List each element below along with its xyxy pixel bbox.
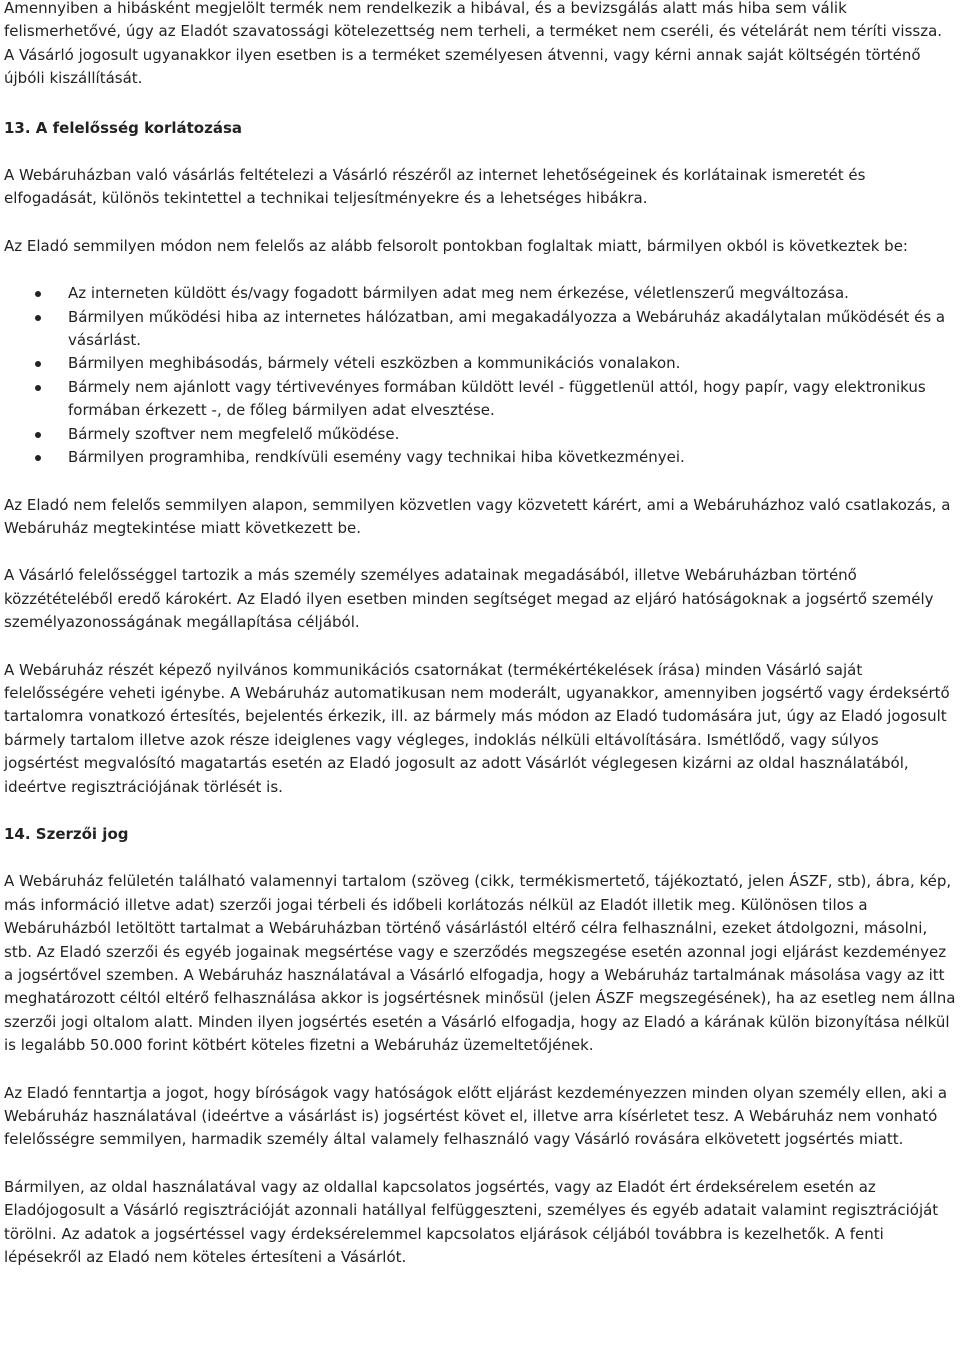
section-13-paragraph-5: A Webáruház részét képező nyilvános kommunikációs csatornákat (termékértékelések írása) minden Vásárló saját felelősségére veheti igénybe. A Webáruház automatikusan nem moderált, ugyanakkor, amennyiben jogsértő vagy érdeksértő tartalomra vonatkozó értesítés, bejelentés érkezik, ill. az bármely más módon az Eladó tudomására jut, úgy az Eladó jogosult bármely tartalom illetve azok része ideiglenes vagy végleges, indoklás nélküli eltávolítására. Ismétlődő, vagy súlyos jogsértést megvalósító magatartás esetén az Eladó jogosult az adott Vásárlót véglegesen kizárni az oldal használatából, ideértve regisztrációjának törlését is. xyxy=(4,660,950,796)
section-13-heading: 13. A felelősség korlátozása xyxy=(4,118,242,137)
section-14-heading: 14. Szerzői jog xyxy=(4,824,129,843)
list-item: Bármilyen programhiba, rendkívüli esemény vagy technikai hiba következményei. xyxy=(68,446,956,469)
section-13-paragraph-1: A Webáruházban való vásárlás feltételezi a Vásárló részéről az internet lehetőségeinek és korlátainak ismeretét és elfogadását, különös tekintettel a technikai teljesítményekre és a lehetséges hibákra. xyxy=(4,166,866,208)
section-13-paragraph-2: Az Eladó semmilyen módon nem felelős az alább felsorolt pontokban foglaltak miatt, bármilyen okból is következtek be: xyxy=(4,236,908,255)
list-item: Az interneten küldött és/vagy fogadott bármilyen adat meg nem érkezése, véletlenszerű megváltozása. xyxy=(68,282,956,305)
list-item: Bármilyen meghibásodás, bármely vételi eszközben a kommunikációs vonalakon. xyxy=(68,352,956,375)
section-13-paragraph-4: A Vásárló felelősséggel tartozik a más személy személyes adatainak megadásából, illetve Webáruházban történő közzétételéből eredő károkért. Az Eladó ilyen esetben minden segítséget megad az eljáró hatóságoknak a jogsértő személy személyazonosságának megállapítása céljából. xyxy=(4,566,934,632)
document-page xyxy=(4,0,956,1269)
list-item: Bármilyen működési hiba az internetes hálózatban, ami megakadályozza a Webáruház akadálytalan működését és a vásárlást. xyxy=(68,306,956,353)
section-14-paragraph-2: Az Eladó fenntartja a jogot, hogy bíróságok vagy hatóságok előtt eljárást kezdeményezzen minden olyan személy ellen, aki a Webáruház használatával (ideértve a vásárlást is) jogsértést követ el, illetve arra kísérletet tesz. A Webáruház nem vonható felelősségre semmilyen, harmadik személy által valamely felhasználó vagy Vásárló rovására elkövetett jogsértés miatt. xyxy=(4,1083,948,1149)
liability-exclusion-list xyxy=(4,282,956,469)
list-item: Bármely nem ajánlott vagy tértivevényes formában küldött levél - függetlenül attól, hogy papír, vagy elektronikus formában érkezett -, de főleg bármilyen adat elvesztése. xyxy=(68,376,956,423)
section-14-paragraph-1: A Webáruház felületén található valamennyi tartalom (szöveg (cikk, termékismertető, tájékoztató, jelen ÁSZF, stb), ábra, kép, más információ illetve adat) szerzői jogai térbeli és időbeli korlátozás nélkül az Eladót illetik meg. Különösen tilos a Webáruházból letöltött tartalmat a Webáruházban történő vásárlástól eltérő célra felhasználni, ezeket átdolgozni, másolni, stb. Az Eladó szerzői és egyéb jogainak megsértése vagy e szerződés megszegése esetén azonnal jogi eljárást kezdeményez a jogsértővel szemben. A Webáruház használatával a Vásárló elfogadja, hogy a Webáruház tartalmának másolása vagy az itt meghatározott céltól eltérő felhasználása akkor is jogsértésnek minősül (jelen ÁSZF megszegésének), ha az esetleg nem állna szerzői jogi oltalom alatt. Minden ilyen jogsértés esetén a Vásárló elfogadja, hogy az Eladó a kárának külön bizonyítása nélkül is legalább 50.000 forint kötbért köteles fizetni a Webáruház üzemeltetőjének. xyxy=(4,872,956,1055)
intro-paragraph: Amennyiben a hibásként megjelölt termék nem rendelkezik a hibával, és a bevizsgálás alatt más hiba sem válik felismerhetővé, úgy az Eladót szavatossági kötelezettség nem terheli, a terméket nem cseréli, és vételárát nem téríti vissza. A Vásárló jogosult ugyanakkor ilyen esetben is a terméket személyesen átvenni, vagy kérni annak saját költségén történő újbóli kiszállítását. xyxy=(4,0,943,88)
list-item: Bármely szoftver nem megfelelő működése. xyxy=(68,423,956,446)
section-13-paragraph-3: Az Eladó nem felelős semmilyen alapon, semmilyen közvetlen vagy közvetett kárért, ami a Webáruházhoz való csatlakozás, a Webáruház megtekintése miatt következett be. xyxy=(4,495,951,537)
section-14-paragraph-3: Bármilyen, az oldal használatával vagy az oldallal kapcsolatos jogsértés, vagy az Eladót ért érdeksérelem esetén az Eladójogosult a Vásárló regisztrációját azonnali hatállyal felfüggeszteni, személyes és egyéb adatait valamint regisztrációját törölni. Az adatok a jogsértéssel vagy érdeksérelemmel kapcsolatos eljárások céljából továbbra is kezelhetők. A fenti lépésekről az Eladó nem köteles értesíteni a Vásárlót. xyxy=(4,1177,939,1267)
